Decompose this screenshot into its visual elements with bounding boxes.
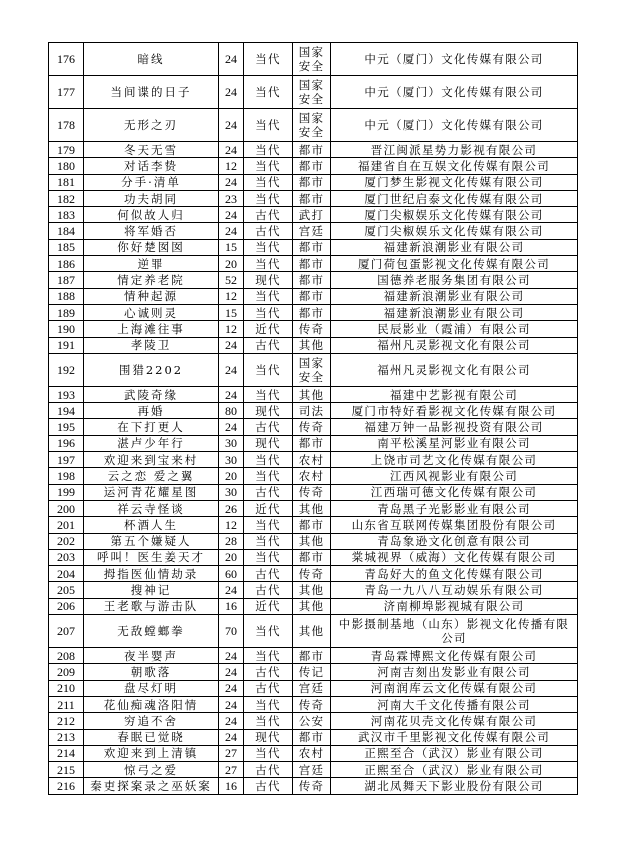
table-row — [49, 43, 578, 76]
drama-title: 搜神记 — [84, 582, 219, 598]
row-number: 199 — [49, 484, 84, 500]
era: 古代 — [244, 778, 293, 794]
table-row — [49, 142, 578, 158]
table-row — [49, 517, 578, 533]
episode-count: 30 — [219, 484, 244, 500]
row-number: 204 — [49, 566, 84, 582]
drama-title: 王老歌与游击队 — [84, 598, 219, 614]
row-number: 196 — [49, 435, 84, 451]
genre: 传奇 — [293, 696, 331, 712]
drama-title: 第五个嫌疑人 — [84, 533, 219, 549]
drama-registry-table — [48, 42, 578, 795]
genre: 农村 — [293, 745, 331, 761]
genre: 都市 — [293, 549, 331, 565]
episode-count: 15 — [219, 304, 244, 320]
drama-title: 情种起源 — [84, 288, 219, 304]
genre: 公安 — [293, 713, 331, 729]
genre: 都市 — [293, 729, 331, 745]
company-name: 南平松溪星河影业有限公司 — [331, 435, 578, 451]
era: 当代 — [244, 174, 293, 190]
episode-count: 24 — [219, 223, 244, 239]
episode-count: 24 — [219, 109, 244, 142]
era: 古代 — [244, 762, 293, 778]
table-row — [49, 419, 578, 435]
genre: 都市 — [293, 190, 331, 206]
company-name: 厦门尖椒娱乐文化传媒有限公司 — [331, 223, 578, 239]
genre: 宫廷 — [293, 680, 331, 696]
row-number: 183 — [49, 207, 84, 223]
era: 当代 — [244, 452, 293, 468]
company-name: 山东省互联网传媒集团股份有限公司 — [331, 517, 578, 533]
drama-title: 杯酒人生 — [84, 517, 219, 533]
genre: 其他 — [293, 598, 331, 614]
table-row — [49, 680, 578, 696]
drama-title: 何似故人归 — [84, 207, 219, 223]
genre: 武打 — [293, 207, 331, 223]
row-number: 214 — [49, 745, 84, 761]
era: 现代 — [244, 403, 293, 419]
episode-count: 30 — [219, 435, 244, 451]
company-name: 上饶市司艺文化传媒有限公司 — [331, 452, 578, 468]
drama-title: 在下打更人 — [84, 419, 219, 435]
episode-count: 24 — [219, 664, 244, 680]
table-row — [49, 713, 578, 729]
table-row — [49, 239, 578, 255]
era: 当代 — [244, 109, 293, 142]
episode-count: 24 — [219, 142, 244, 158]
episode-count: 20 — [219, 468, 244, 484]
drama-title: 武陵奇缘 — [84, 386, 219, 402]
era: 当代 — [244, 549, 293, 565]
era: 古代 — [244, 419, 293, 435]
drama-title: 花仙痴魂洛阳情 — [84, 696, 219, 712]
era: 古代 — [244, 664, 293, 680]
episode-count: 24 — [219, 729, 244, 745]
row-number: 209 — [49, 664, 84, 680]
table-row — [49, 566, 578, 582]
episode-count: 24 — [219, 43, 244, 76]
era: 近代 — [244, 598, 293, 614]
era: 古代 — [244, 223, 293, 239]
table-row — [49, 256, 578, 272]
genre: 都市 — [293, 239, 331, 255]
drama-title: 冬天无雪 — [84, 142, 219, 158]
drama-title: 围猎2202 — [84, 353, 219, 386]
table-row — [49, 500, 578, 516]
table-row — [49, 778, 578, 794]
table-row — [49, 582, 578, 598]
genre: 传奇 — [293, 484, 331, 500]
drama-title: 拇指医仙情劫录 — [84, 566, 219, 582]
genre: 农村 — [293, 452, 331, 468]
company-name: 国德养老服务集团有限公司 — [331, 272, 578, 288]
era: 当代 — [244, 696, 293, 712]
drama-title: 将军婚否 — [84, 223, 219, 239]
table-row — [49, 468, 578, 484]
era: 当代 — [244, 713, 293, 729]
genre: 传奇 — [293, 419, 331, 435]
genre: 其他 — [293, 615, 331, 648]
row-number: 192 — [49, 353, 84, 386]
genre: 其他 — [293, 582, 331, 598]
era: 当代 — [244, 43, 293, 76]
company-name: 河南大千文化传播有限公司 — [331, 696, 578, 712]
drama-title: 祥云寺怪谈 — [84, 500, 219, 516]
episode-count: 27 — [219, 745, 244, 761]
table-row — [49, 321, 578, 337]
drama-title: 运河青花耀星图 — [84, 484, 219, 500]
era: 现代 — [244, 435, 293, 451]
episode-count: 28 — [219, 533, 244, 549]
genre: 都市 — [293, 158, 331, 174]
era: 古代 — [244, 680, 293, 696]
episode-count: 20 — [219, 256, 244, 272]
row-number: 206 — [49, 598, 84, 614]
row-number: 184 — [49, 223, 84, 239]
row-number: 181 — [49, 174, 84, 190]
genre: 传奇 — [293, 321, 331, 337]
episode-count: 16 — [219, 598, 244, 614]
genre: 都市 — [293, 256, 331, 272]
table-row — [49, 76, 578, 109]
genre: 国家安全 — [293, 76, 331, 109]
table-row — [49, 386, 578, 402]
era: 当代 — [244, 615, 293, 648]
table-row — [49, 109, 578, 142]
drama-title: 孝陵卫 — [84, 337, 219, 353]
episode-count: 12 — [219, 158, 244, 174]
row-number: 193 — [49, 386, 84, 402]
era: 现代 — [244, 729, 293, 745]
episode-count: 24 — [219, 207, 244, 223]
row-number: 186 — [49, 256, 84, 272]
genre: 其他 — [293, 500, 331, 516]
drama-title: 你好楚囡囡 — [84, 239, 219, 255]
table-row — [49, 615, 578, 648]
episode-count: 24 — [219, 696, 244, 712]
genre: 都市 — [293, 272, 331, 288]
company-name: 福建中艺影视有限公司 — [331, 386, 578, 402]
genre: 国家安全 — [293, 353, 331, 386]
era: 近代 — [244, 500, 293, 516]
era: 古代 — [244, 207, 293, 223]
drama-title: 心诚则灵 — [84, 304, 219, 320]
company-name: 福建新浪潮影业有限公司 — [331, 288, 578, 304]
table-row — [49, 158, 578, 174]
era: 当代 — [244, 256, 293, 272]
company-name: 中影摄制基地（山东）影视文化传播有限公司 — [331, 615, 578, 648]
drama-title: 情定养老院 — [84, 272, 219, 288]
company-name: 江西瑞可德文化传媒有限公司 — [331, 484, 578, 500]
table-row — [49, 353, 578, 386]
table-body — [49, 43, 578, 795]
drama-title: 春眠已觉晓 — [84, 729, 219, 745]
episode-count: 12 — [219, 321, 244, 337]
row-number: 216 — [49, 778, 84, 794]
row-number: 179 — [49, 142, 84, 158]
era: 当代 — [244, 190, 293, 206]
row-number: 203 — [49, 549, 84, 565]
row-number: 212 — [49, 713, 84, 729]
row-number: 185 — [49, 239, 84, 255]
era: 当代 — [244, 288, 293, 304]
episode-count: 24 — [219, 337, 244, 353]
era: 近代 — [244, 321, 293, 337]
table-row — [49, 664, 578, 680]
company-name: 正熙至合（武汉）影业有限公司 — [331, 745, 578, 761]
genre: 传奇 — [293, 778, 331, 794]
row-number: 188 — [49, 288, 84, 304]
drama-title: 无敌螳螂拳 — [84, 615, 219, 648]
episode-count: 12 — [219, 288, 244, 304]
company-name: 青岛一九八八互动娱乐有限公司 — [331, 582, 578, 598]
company-name: 厦门市特好看影视文化传媒有限公司 — [331, 403, 578, 419]
company-name: 厦门尖椒娱乐文化传媒有限公司 — [331, 207, 578, 223]
genre: 传奇 — [293, 566, 331, 582]
table-row — [49, 484, 578, 500]
company-name: 正熙至合（武汉）影业有限公司 — [331, 762, 578, 778]
company-name: 湖北凤舞天下影业股份有限公司 — [331, 778, 578, 794]
row-number: 215 — [49, 762, 84, 778]
company-name: 青岛象逊文化创意有限公司 — [331, 533, 578, 549]
drama-title: 功夫胡同 — [84, 190, 219, 206]
genre: 宫廷 — [293, 223, 331, 239]
row-number: 195 — [49, 419, 84, 435]
company-name: 厦门梦生影视文化传媒有限公司 — [331, 174, 578, 190]
era: 当代 — [244, 304, 293, 320]
era: 古代 — [244, 566, 293, 582]
era: 当代 — [244, 239, 293, 255]
row-number: 197 — [49, 452, 84, 468]
row-number: 208 — [49, 648, 84, 664]
table-row — [49, 696, 578, 712]
row-number: 190 — [49, 321, 84, 337]
era: 当代 — [244, 648, 293, 664]
episode-count: 12 — [219, 517, 244, 533]
company-name: 福建新浪潮影业有限公司 — [331, 304, 578, 320]
drama-title: 惊弓之爱 — [84, 762, 219, 778]
company-name: 福建新浪潮影业有限公司 — [331, 239, 578, 255]
table-row — [49, 207, 578, 223]
table-row — [49, 598, 578, 614]
era: 古代 — [244, 484, 293, 500]
company-name: 济南柳埠影视城有限公司 — [331, 598, 578, 614]
episode-count: 24 — [219, 76, 244, 109]
drama-title: 上海滩往事 — [84, 321, 219, 337]
genre: 都市 — [293, 288, 331, 304]
era: 当代 — [244, 76, 293, 109]
company-name: 青岛好大的鱼文化传媒有限公司 — [331, 566, 578, 582]
company-name: 武汉市千里影视文化传媒有限公司 — [331, 729, 578, 745]
company-name: 江西风视影业有限公司 — [331, 468, 578, 484]
row-number: 176 — [49, 43, 84, 76]
genre: 都市 — [293, 174, 331, 190]
genre: 司法 — [293, 403, 331, 419]
episode-count: 52 — [219, 272, 244, 288]
row-number: 211 — [49, 696, 84, 712]
drama-title: 朝歌落 — [84, 664, 219, 680]
episode-count: 26 — [219, 500, 244, 516]
era: 当代 — [244, 353, 293, 386]
episode-count: 80 — [219, 403, 244, 419]
era: 古代 — [244, 582, 293, 598]
episode-count: 23 — [219, 190, 244, 206]
drama-title: 欢迎来到上清镇 — [84, 745, 219, 761]
table-row — [49, 729, 578, 745]
genre: 农村 — [293, 468, 331, 484]
era: 当代 — [244, 533, 293, 549]
row-number: 178 — [49, 109, 84, 142]
table-row — [49, 648, 578, 664]
company-name: 厦门世纪启泰文化传媒有限公司 — [331, 190, 578, 206]
row-number: 205 — [49, 582, 84, 598]
era: 当代 — [244, 745, 293, 761]
episode-count: 24 — [219, 713, 244, 729]
drama-title: 夜半婴声 — [84, 648, 219, 664]
era: 古代 — [244, 337, 293, 353]
genre: 宫廷 — [293, 762, 331, 778]
drama-title: 穷追不舍 — [84, 713, 219, 729]
drama-title: 暗线 — [84, 43, 219, 76]
episode-count: 20 — [219, 549, 244, 565]
company-name: 青岛黑子光影影业有限公司 — [331, 500, 578, 516]
row-number: 177 — [49, 76, 84, 109]
episode-count: 27 — [219, 762, 244, 778]
episode-count: 70 — [219, 615, 244, 648]
episode-count: 24 — [219, 582, 244, 598]
genre: 都市 — [293, 435, 331, 451]
company-name: 福建万钟一品影视投资有限公司 — [331, 419, 578, 435]
era: 当代 — [244, 468, 293, 484]
table-row — [49, 272, 578, 288]
episode-count: 24 — [219, 648, 244, 664]
company-name: 厦门荷包蛋影视文化传媒有限公司 — [331, 256, 578, 272]
row-number: 182 — [49, 190, 84, 206]
table-row — [49, 174, 578, 190]
era: 当代 — [244, 517, 293, 533]
company-name: 青岛霖博熙文化传媒有限公司 — [331, 648, 578, 664]
drama-title: 盘尽灯明 — [84, 680, 219, 696]
drama-title: 逆罪 — [84, 256, 219, 272]
table-row — [49, 745, 578, 761]
genre: 传记 — [293, 664, 331, 680]
era: 现代 — [244, 272, 293, 288]
drama-title: 呼叫！医生姜天才 — [84, 549, 219, 565]
company-name: 晋江闽派星势力影视有限公司 — [331, 142, 578, 158]
genre: 国家安全 — [293, 109, 331, 142]
drama-title: 无形之刃 — [84, 109, 219, 142]
genre: 其他 — [293, 337, 331, 353]
episode-count: 24 — [219, 419, 244, 435]
genre: 其他 — [293, 386, 331, 402]
company-name: 民辰影业（霞浦）有限公司 — [331, 321, 578, 337]
company-name: 中元（厦门）文化传媒有限公司 — [331, 109, 578, 142]
table-row — [49, 762, 578, 778]
company-name: 福州凡灵影视文化有限公司 — [331, 337, 578, 353]
drama-title: 再婚 — [84, 403, 219, 419]
company-name: 河南吉刻出发影业有限公司 — [331, 664, 578, 680]
episode-count: 24 — [219, 353, 244, 386]
table-row — [49, 337, 578, 353]
row-number: 213 — [49, 729, 84, 745]
drama-title: 云之恋 爱之翼 — [84, 468, 219, 484]
genre: 都市 — [293, 648, 331, 664]
row-number: 198 — [49, 468, 84, 484]
row-number: 202 — [49, 533, 84, 549]
row-number: 187 — [49, 272, 84, 288]
company-name: 棠城视界（威海）文化传媒有限公司 — [331, 549, 578, 565]
episode-count: 24 — [219, 680, 244, 696]
table-row — [49, 435, 578, 451]
era: 当代 — [244, 386, 293, 402]
row-number: 191 — [49, 337, 84, 353]
row-number: 189 — [49, 304, 84, 320]
episode-count: 24 — [219, 386, 244, 402]
table-row — [49, 190, 578, 206]
episode-count: 30 — [219, 452, 244, 468]
drama-title: 分手·清单 — [84, 174, 219, 190]
company-name: 中元（厦门）文化传媒有限公司 — [331, 43, 578, 76]
episode-count: 15 — [219, 239, 244, 255]
company-name: 福州凡灵影视文化有限公司 — [331, 353, 578, 386]
episode-count: 24 — [219, 174, 244, 190]
episode-count: 60 — [219, 566, 244, 582]
table-row — [49, 549, 578, 565]
row-number: 201 — [49, 517, 84, 533]
genre: 都市 — [293, 517, 331, 533]
row-number: 207 — [49, 615, 84, 648]
drama-title: 欢迎来到宝来村 — [84, 452, 219, 468]
row-number: 180 — [49, 158, 84, 174]
company-name: 河南花贝壳文化传媒有限公司 — [331, 713, 578, 729]
table-row — [49, 304, 578, 320]
drama-title: 对话李贽 — [84, 158, 219, 174]
table-row — [49, 288, 578, 304]
company-name: 河南润库云文化传媒有限公司 — [331, 680, 578, 696]
row-number: 194 — [49, 403, 84, 419]
genre: 国家安全 — [293, 43, 331, 76]
era: 当代 — [244, 158, 293, 174]
episode-count: 16 — [219, 778, 244, 794]
drama-title: 湛卢少年行 — [84, 435, 219, 451]
drama-title: 秦吏探案录之巫妖案 — [84, 778, 219, 794]
table-row — [49, 223, 578, 239]
drama-title: 当间谍的日子 — [84, 76, 219, 109]
genre: 都市 — [293, 142, 331, 158]
table-row — [49, 403, 578, 419]
row-number: 210 — [49, 680, 84, 696]
genre: 其他 — [293, 533, 331, 549]
table-row — [49, 533, 578, 549]
company-name: 福建省自在互娱文化传媒有限公司 — [331, 158, 578, 174]
era: 当代 — [244, 142, 293, 158]
table-row — [49, 452, 578, 468]
genre: 都市 — [293, 304, 331, 320]
row-number: 200 — [49, 500, 84, 516]
company-name: 中元（厦门）文化传媒有限公司 — [331, 76, 578, 109]
